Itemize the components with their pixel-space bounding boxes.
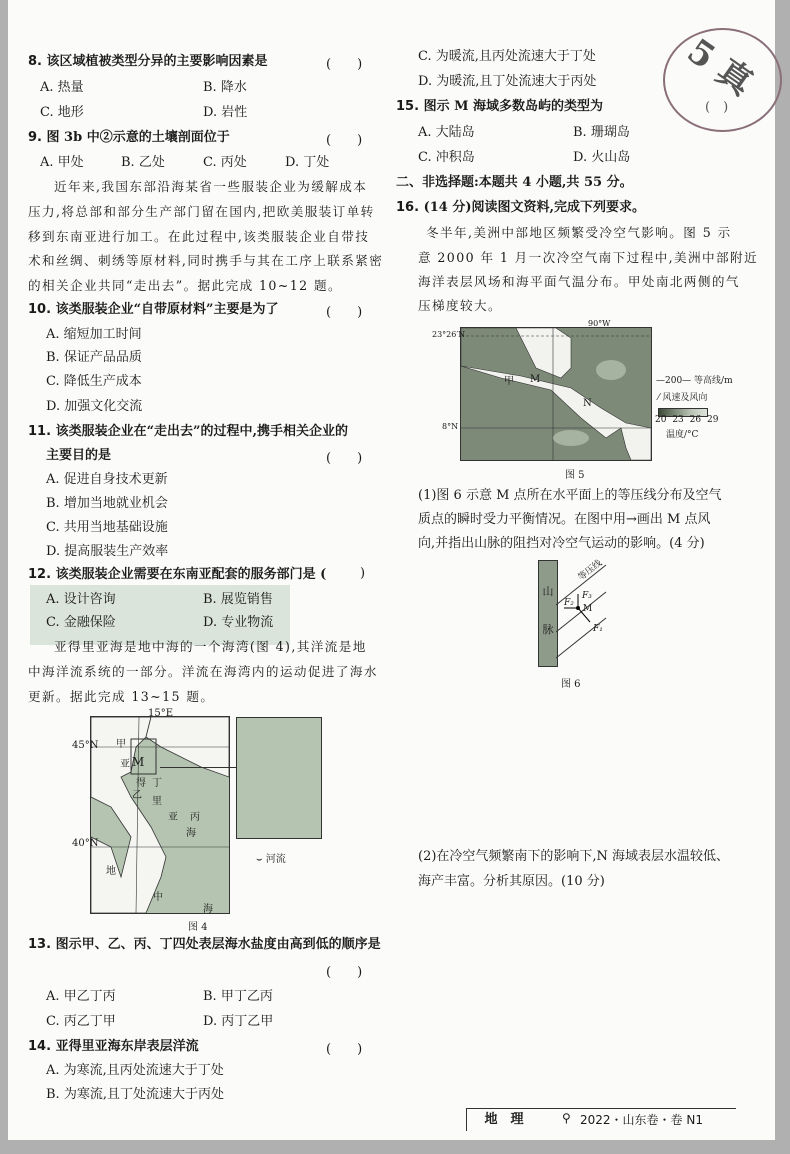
option-a: A. 为寒流,且丙处流速大于丁处 — [46, 1063, 224, 1078]
option-a: A. 热量 — [40, 80, 84, 95]
figure-4-inset — [236, 717, 322, 839]
option-c: C. 为暖流,且丙处流速大于丁处 — [418, 49, 596, 64]
figure-4-map — [90, 716, 230, 914]
option-b: B. 保证产品品质 — [46, 350, 142, 365]
q-number: 8. — [28, 54, 42, 69]
footer-code: 2022・山东卷・卷 N1 — [580, 1113, 703, 1127]
option-b: B. 珊瑚岛 — [573, 125, 630, 140]
isobar-label: 等压线 — [576, 558, 605, 583]
option-a: A. 促进自身技术更新 — [46, 472, 168, 487]
point-label: M — [583, 604, 593, 614]
option-b: B. 增加当地就业机会 — [46, 496, 168, 511]
figure-caption: 图 6 — [561, 679, 581, 690]
sub-question-2-cont: 海产丰富。分析其原因。(10 分) — [418, 874, 605, 889]
passage-line: 中海洋流系统的一部分。洋流在海湾内的运动促进了海水 — [28, 664, 378, 679]
force-label: F₁ — [593, 624, 603, 634]
tick: 23 — [672, 415, 684, 425]
option-c: C. 降低生产成本 — [46, 374, 142, 389]
option-b: B. 乙处 — [121, 155, 165, 170]
q-number: 14. — [28, 1039, 52, 1054]
tick: 29 — [706, 415, 719, 425]
q-text: 该类服装企业“自带原材料”主要是为了 — [55, 302, 279, 317]
passage-line: 术和丝绸、刺绣等原材料,同时携手与其在工序上联系紧密 — [28, 253, 384, 268]
search-icon: ⚲ — [562, 1111, 571, 1125]
question-11 — [28, 423, 348, 441]
figure-caption: 图 4 — [188, 922, 208, 933]
answer-paren: ( ) — [326, 305, 363, 320]
answer-paren: ( ) — [326, 451, 363, 466]
passage-line: 海洋表层风场和海平面气温分布。甲处南北两侧的气 — [418, 274, 740, 289]
map-label: N — [583, 398, 592, 409]
map-label: 丙 — [190, 812, 200, 823]
q-number: 13. — [28, 937, 52, 952]
option-a: A. 大陆岛 — [418, 125, 475, 140]
answer-paren: ( ) — [326, 965, 363, 980]
answer-paren: ( ) — [326, 133, 363, 148]
passage-line: 亚得里亚海是地中海的一个海湾(图 4),其洋流是地 — [54, 639, 367, 654]
stamp-text: 5 真 — [679, 31, 760, 104]
q-text: 图示 M 海域多数岛屿的类型为 — [423, 99, 604, 114]
option-d: D. 为暖流,且丁处流速大于丙处 — [418, 74, 597, 89]
question-14 — [28, 1038, 199, 1056]
map-label: 甲 — [504, 376, 514, 387]
q-text: 该区域植被类型分异的主要影响因素是 — [46, 54, 268, 69]
sub-question-1-cont: 向,并指出山脉的阻挡对冷空气运动的影响。(4 分) — [418, 536, 705, 551]
footer — [466, 1108, 736, 1131]
question-9 — [28, 129, 230, 147]
map-lat-label: 8°N — [442, 422, 459, 431]
scale-label: 温度/°C — [666, 430, 699, 440]
tick: 26 — [689, 415, 702, 425]
passage-line: 压梯度较大。 — [418, 298, 502, 313]
map-label: 甲 — [116, 739, 126, 750]
legend-label: 河流 — [265, 854, 286, 865]
option-d: D. 提高服装生产效率 — [46, 544, 169, 559]
passage-line: 移到东南亚进行加工。在此过程中,该类服装企业自带技 — [28, 229, 370, 244]
option-c: C. 共用当地基础设施 — [46, 520, 168, 535]
answer-paren: ( ) — [705, 100, 729, 115]
sub-question-2: (2)在冷空气频繁南下的影响下,N 海域表层水温较低、 — [418, 849, 730, 864]
central-america-land — [461, 328, 651, 460]
map-label: 亚 — [120, 759, 130, 770]
q-number: 11. — [28, 424, 52, 439]
map-lat-label: 23°26′N — [432, 330, 466, 339]
wind-legend: ⁄ 风速及风向 — [658, 393, 708, 403]
map-label: 海 — [186, 828, 196, 839]
option-b: B. 展览销售 — [203, 592, 273, 607]
italy-land — [91, 717, 229, 913]
option-d: D. 丁处 — [285, 155, 330, 170]
question-16 — [396, 199, 645, 217]
question-13 — [28, 936, 381, 954]
mountain-range — [538, 560, 558, 667]
map-label: 中 — [153, 892, 163, 903]
passage-line: 更新。据此完成 13~15 题。 — [28, 689, 215, 704]
q-number: 16. — [396, 200, 420, 215]
question-10 — [28, 301, 279, 319]
q-text: 该类服装企业在“走出去”的过程中,携手相关企业的 — [55, 424, 349, 439]
question-15 — [396, 98, 603, 116]
river-legend: ⌣ 河流 — [256, 854, 286, 865]
map-label: 海 — [203, 904, 213, 915]
q-number: 10. — [28, 302, 52, 317]
option-b: B. 为寒流,且丁处流速大于丙处 — [46, 1087, 224, 1102]
q-text-cont: 主要目的是 — [46, 448, 112, 463]
q-number: 12. — [28, 567, 52, 582]
force-label: F₂ — [564, 598, 574, 608]
option-d: D. 岩性 — [203, 105, 248, 120]
option-c: C. 金融保险 — [46, 615, 116, 630]
tick: 20 — [655, 415, 667, 425]
figure-caption: 图 5 — [565, 470, 585, 481]
map-label: 地 — [106, 866, 116, 877]
option-b: B. 降水 — [203, 80, 247, 95]
option-a: A. 甲处 — [40, 155, 84, 170]
option-d: D. 加强文化交流 — [46, 399, 143, 414]
option-d: D. 专业物流 — [203, 615, 274, 630]
map-label: 亚 — [168, 812, 178, 823]
answer-paren: ) — [360, 566, 366, 581]
map-label: 得 — [136, 778, 146, 789]
option-a: A. 缩短加工时间 — [46, 327, 142, 342]
paper-sheet — [8, 0, 775, 1140]
inset-arrow — [160, 767, 236, 768]
answer-paren: ( ) — [326, 1042, 363, 1057]
q-text: (14 分)阅读图文资料,完成下列要求。 — [423, 200, 646, 215]
option-d: D. 丙丁乙甲 — [203, 1014, 274, 1029]
question-8 — [28, 53, 268, 71]
option-c: C. 丙乙丁甲 — [46, 1014, 116, 1029]
force-label: F₃ — [582, 591, 592, 601]
figure-5-map — [460, 327, 652, 461]
stamp — [663, 28, 782, 132]
sub-question-1: (1)图 6 示意 M 点所在水平面上的等压线分布及空气 — [418, 488, 722, 503]
q-text: 亚得里亚海东岸表层洋流 — [55, 1039, 199, 1054]
contour-legend: —200— 等高线/m — [656, 376, 733, 386]
option-a: A. 设计咨询 — [46, 592, 116, 607]
footer-subject: 地 理 — [466, 1109, 541, 1131]
temperature-ticks — [655, 415, 718, 425]
option-c: C. 地形 — [40, 105, 84, 120]
q-text: 图 3b 中②示意的土壤剖面位于 — [46, 130, 230, 145]
passage-line: 近年来,我国东部沿海某省一些服装企业为缓解成本 — [54, 179, 368, 194]
mountain-label: 脉 — [542, 623, 554, 636]
mountain-label: 山 — [542, 585, 554, 598]
map-label: 里 — [152, 796, 162, 807]
sub-question-1-cont: 质点的瞬时受力平衡情况。在图中用→画出 M 点风 — [418, 512, 711, 527]
passage-line: 的相关企业共同“走出去”。据此完成 10~12 题。 — [28, 278, 342, 293]
q-number: 9. — [28, 130, 42, 145]
map-label: 乙 — [132, 790, 142, 801]
section-heading: 二、非选择题:本题共 4 小题,共 55 分。 — [396, 175, 633, 190]
map-lat-label: 45°N — [72, 740, 99, 751]
q-text: 该类服装企业需要在东南亚配套的服务部门是 ( — [55, 567, 327, 582]
passage-line: 冬半年,美洲中部地区频繁受冷空气影响。图 5 示 — [426, 225, 732, 240]
map-lon-label: 90°W — [588, 319, 611, 328]
option-b: B. 甲丁乙丙 — [203, 989, 273, 1004]
legend-label: 风速及风向 — [662, 393, 708, 403]
map-lat-label: 40°N — [72, 838, 99, 849]
map-label: 丁 — [152, 778, 162, 789]
map-lon-label: 15°E — [148, 708, 174, 719]
option-d: D. 火山岛 — [573, 150, 631, 165]
question-12 — [28, 566, 326, 584]
map-label: M — [132, 755, 145, 769]
option-c: C. 丙处 — [203, 155, 247, 170]
option-c: C. 冲积岛 — [418, 150, 475, 165]
option-a: A. 甲乙丁丙 — [46, 989, 116, 1004]
map-label: M — [530, 374, 541, 385]
answer-paren: ( ) — [326, 57, 363, 72]
passage-line: 意 2000 年 1 月一次冷空气南下过程中,美洲中部附近 — [418, 250, 758, 265]
q-number: 15. — [396, 99, 420, 114]
passage-line: 压力,将总部和部分生产部门留在国内,把欧美服装订单转 — [28, 204, 375, 219]
q-text: 图示甲、乙、丙、丁四处表层海水盐度由高到低的顺序是 — [55, 937, 381, 952]
